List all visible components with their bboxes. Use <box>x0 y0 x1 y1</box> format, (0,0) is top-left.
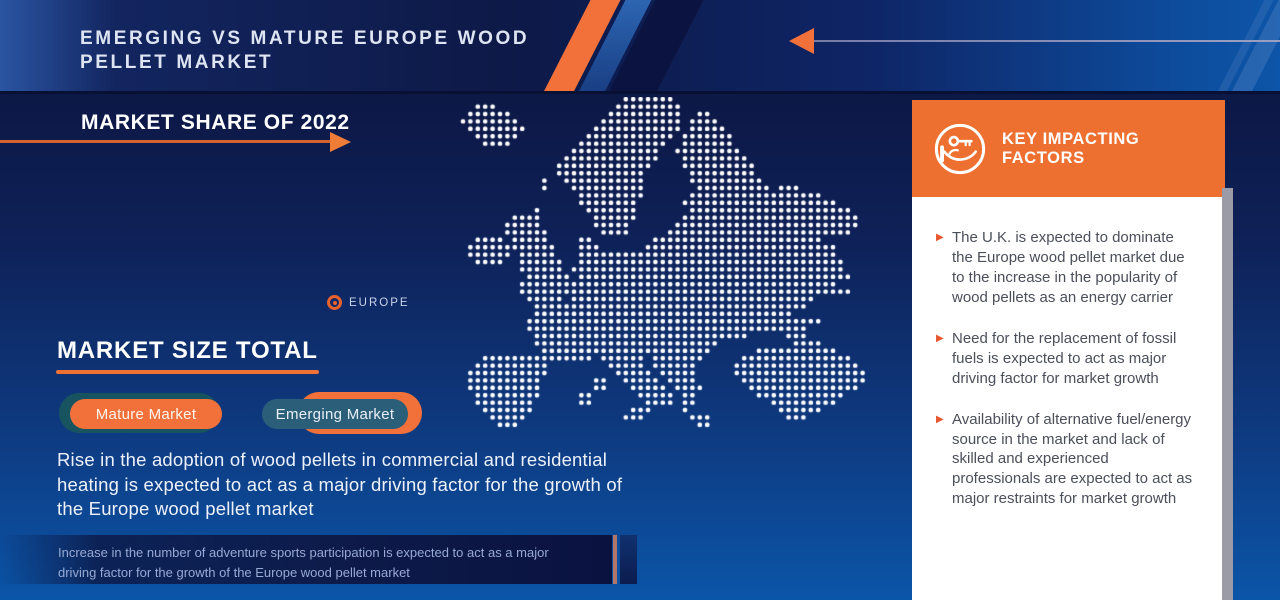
market-driver-paragraph: Rise in the adoption of wood pellets in commercial and residential heating is expected to act as a major driving factor for the growth of the Europe wood pellet market <box>57 449 623 520</box>
key-factor-text: Availability of alternative fuel/energy source in the market and lack of skilled and experienced professionals are expected to act as major restraints for market growth <box>952 410 1193 508</box>
emerging-market-button[interactable]: Emerging Market <box>262 399 408 429</box>
key-factor-text: The U.K. is expected to dominate the Europe wood pellet market due to the increase in the popularity of wood pellets as an energy carrier <box>952 229 1185 306</box>
emerging-market-button-group <box>262 399 408 429</box>
mature-market-button[interactable]: Mature Market <box>70 399 222 429</box>
key-factor-text: Need for the replacement of fossil fuels is expected to act as major driving factor for market growth <box>952 329 1177 387</box>
bottom-note-text: Increase in the number of adventure sports participation is expected to act as a major driving factor for the growth of the Europe wood pellet market <box>58 545 549 580</box>
key-factors-list <box>912 197 1222 509</box>
mature-market-button-group <box>70 399 222 429</box>
header-banner <box>0 0 1280 94</box>
page-title: EMERGING VS MATURE EUROPE WOOD PELLET MARKET <box>80 28 530 74</box>
bottom-note-end-block <box>620 535 637 584</box>
market-share-title: MARKET SHARE OF 2022 <box>81 111 350 134</box>
key-factors-card <box>912 197 1222 600</box>
header-arrow-line <box>812 40 1280 42</box>
market-size-underline <box>56 370 319 374</box>
bottom-note-accent-stripe <box>613 535 617 584</box>
list-item <box>936 228 1198 308</box>
bullet-triangle-icon: ▶ <box>936 332 944 344</box>
market-share-underline <box>0 140 330 143</box>
right-arrow-icon <box>330 132 351 152</box>
bullet-triangle-icon: ▶ <box>936 232 944 243</box>
left-arrow-icon <box>789 28 814 54</box>
hand-key-icon <box>932 121 988 177</box>
bullet-triangle-icon: ▶ <box>936 413 944 425</box>
key-factors-header <box>912 100 1225 197</box>
key-factors-title: KEY IMPACTING FACTORS <box>1002 129 1140 167</box>
europe-label-text: EUROPE <box>349 296 410 309</box>
target-circle-icon <box>327 295 342 310</box>
europe-map-label <box>327 295 410 310</box>
market-size-title: MARKET SIZE TOTAL <box>57 337 318 364</box>
europe-dot-map <box>446 97 876 431</box>
list-item <box>936 410 1198 510</box>
key-factors-card-shadow <box>1222 188 1233 600</box>
list-item <box>936 329 1198 389</box>
bottom-note-bar <box>0 535 612 584</box>
